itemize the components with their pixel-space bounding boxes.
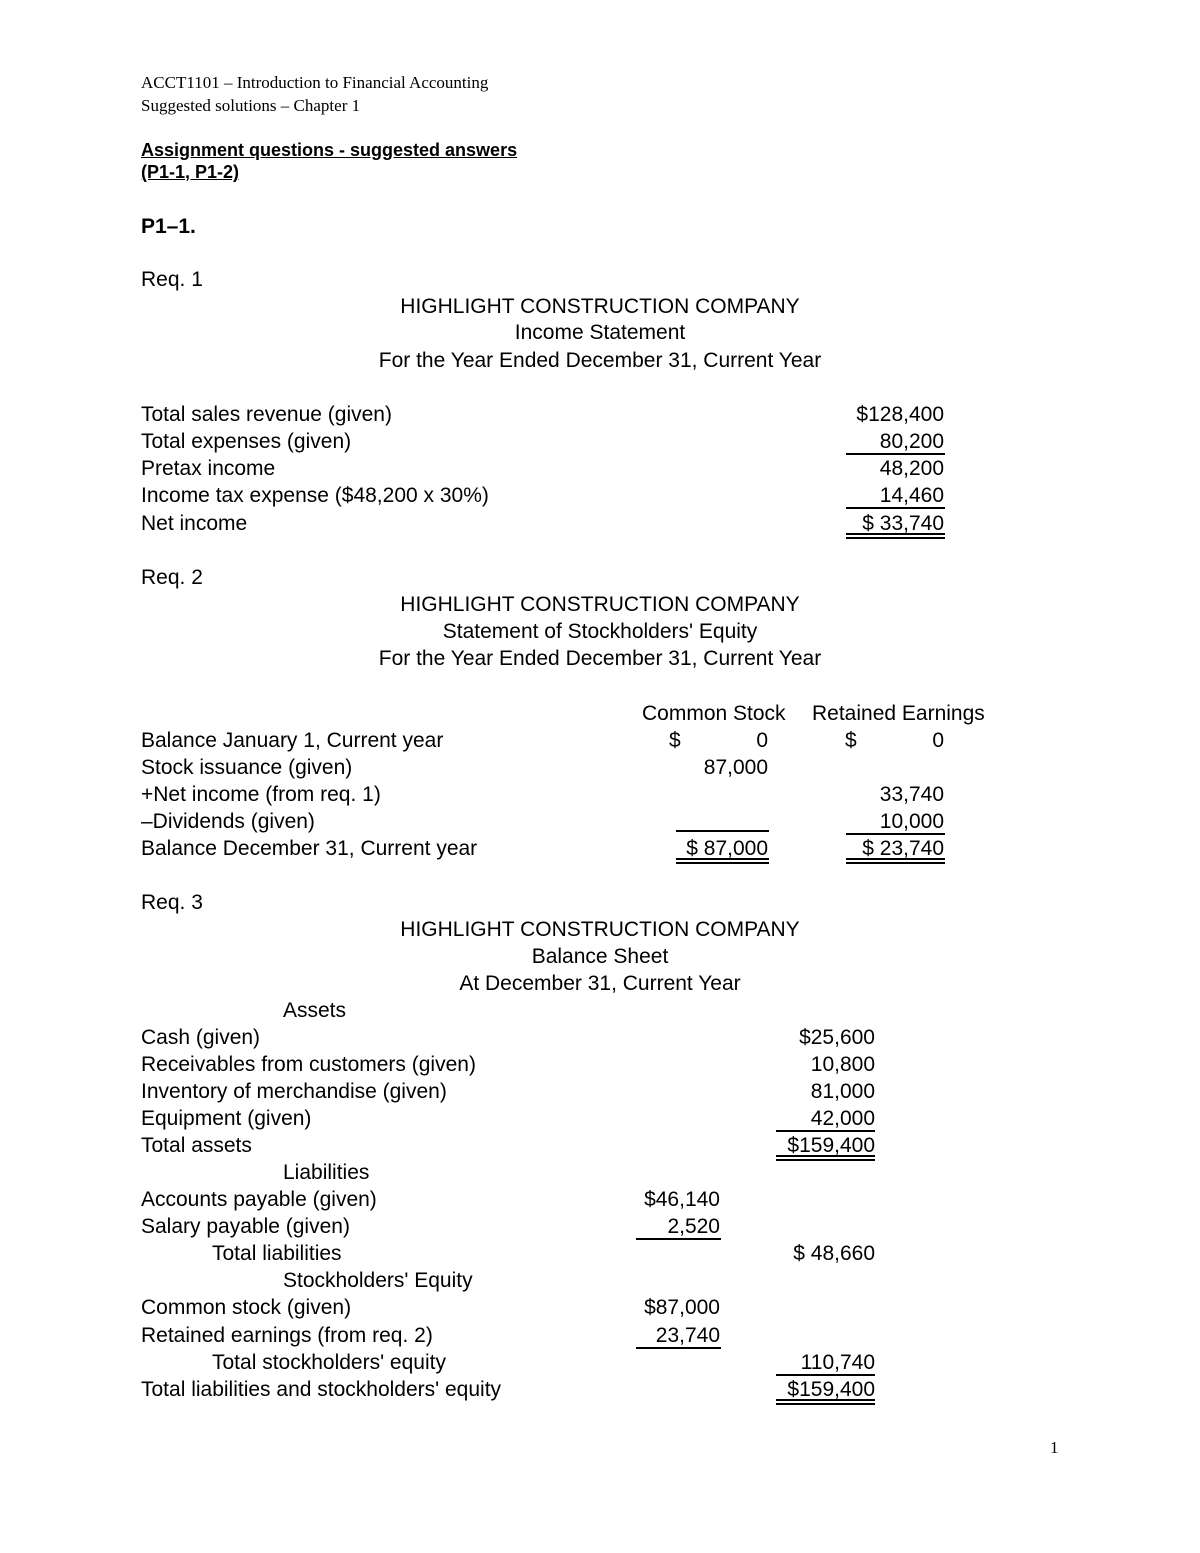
retained-dollar-sign: $ xyxy=(845,729,857,752)
equity-item-value: 23,740 xyxy=(655,1324,720,1347)
req2-period: For the Year Ended December 31, Current Year xyxy=(378,647,822,670)
equity-row-label: –Dividends (given) xyxy=(141,810,315,833)
asset-row-value: 81,000 xyxy=(810,1080,875,1103)
income-row-label: Total expenses (given) xyxy=(141,430,352,453)
equity-row-label: +Net income (from req. 1) xyxy=(141,783,381,806)
underline xyxy=(846,453,945,455)
total-equity-label: Total stockholders' equity xyxy=(212,1351,446,1374)
underline xyxy=(846,833,945,835)
double-underline xyxy=(846,537,945,539)
req3-statement-title: Balance Sheet xyxy=(531,945,669,968)
equity-item-label: Common stock (given) xyxy=(141,1296,352,1319)
liability-row-value: 2,520 xyxy=(667,1215,720,1238)
req1-company: HIGHLIGHT CONSTRUCTION COMPANY xyxy=(400,295,800,318)
asset-row-label: Inventory of merchandise (given) xyxy=(141,1080,447,1103)
equity-heading: Stockholders' Equity xyxy=(283,1269,473,1292)
req2-company: HIGHLIGHT CONSTRUCTION COMPANY xyxy=(400,593,800,616)
double-underline xyxy=(846,862,945,864)
retained-value: 33,740 xyxy=(879,783,944,806)
underline xyxy=(776,1374,875,1376)
double-underline xyxy=(846,533,945,535)
total-assets-value: $159,400 xyxy=(787,1134,875,1157)
double-underline xyxy=(776,1159,875,1161)
liability-row-label: Accounts payable (given) xyxy=(141,1188,377,1211)
req1-statement-title: Income Statement xyxy=(514,321,686,344)
income-row-label: Total sales revenue (given) xyxy=(141,403,392,426)
req2-statement-title: Statement of Stockholders' Equity xyxy=(442,620,758,643)
liability-row-value: $46,140 xyxy=(644,1188,720,1211)
double-underline xyxy=(776,1403,875,1405)
income-row-label: Pretax income xyxy=(141,457,276,480)
underline xyxy=(676,830,769,832)
retained-value: $ 23,740 xyxy=(862,837,944,860)
common-value: 0 xyxy=(756,729,768,752)
total-liabilities-label: Total liabilities xyxy=(212,1242,342,1265)
column-common-stock: Common Stock xyxy=(642,702,786,725)
req3-period: At December 31, Current Year xyxy=(459,972,741,995)
underline xyxy=(636,1347,721,1349)
common-dollar-sign: $ xyxy=(669,729,681,752)
income-row-label: Net income xyxy=(141,512,248,535)
common-value: 87,000 xyxy=(703,756,768,779)
total-liabilities-equity-label: Total liabilities and stockholders' equity xyxy=(141,1378,502,1401)
asset-row-label: Total assets xyxy=(141,1134,252,1157)
liability-row-label: Salary payable (given) xyxy=(141,1215,350,1238)
asset-row-value: 10,800 xyxy=(810,1053,875,1076)
income-row-value: $128,400 xyxy=(856,403,944,426)
req3-label: Req. 3 xyxy=(141,891,203,914)
assignment-title: Assignment questions - suggested answers xyxy=(141,140,518,160)
req1-label: Req. 1 xyxy=(141,268,203,291)
double-underline xyxy=(676,862,769,864)
document-subtitle: Suggested solutions – Chapter 1 xyxy=(141,96,361,115)
course-title: ACCT1101 – Introduction to Financial Accounting xyxy=(141,73,489,92)
asset-row-label: Equipment (given) xyxy=(141,1107,312,1130)
assignment-subtitle: (P1-1, P1-2) xyxy=(141,162,240,182)
column-retained-earnings: Retained Earnings xyxy=(812,702,985,725)
underline xyxy=(636,1238,721,1240)
double-underline xyxy=(676,858,769,860)
common-value: $ 87,000 xyxy=(686,837,768,860)
req1-period: For the Year Ended December 31, Current Year xyxy=(378,349,822,372)
income-row-label: Income tax expense ($48,200 x 30%) xyxy=(141,484,489,507)
total-equity-value: 110,740 xyxy=(800,1351,875,1374)
asset-row-label: Receivables from customers (given) xyxy=(141,1053,476,1076)
double-underline xyxy=(776,1155,875,1157)
equity-item-value: $87,000 xyxy=(644,1296,720,1319)
problem-label: P1–1. xyxy=(141,215,196,238)
retained-value: 0 xyxy=(932,729,944,752)
double-underline xyxy=(776,1399,875,1401)
asset-row-label: Cash (given) xyxy=(141,1026,261,1049)
retained-value: 10,000 xyxy=(879,810,944,833)
income-row-value: 14,460 xyxy=(879,484,944,507)
equity-row-label: Balance January 1, Current year xyxy=(141,729,444,752)
underline xyxy=(776,1130,875,1132)
liabilities-heading: Liabilities xyxy=(283,1161,370,1184)
double-underline xyxy=(846,858,945,860)
asset-row-value: $25,600 xyxy=(799,1026,875,1049)
total-liabilities-equity-value: $159,400 xyxy=(787,1378,875,1401)
income-row-value: 48,200 xyxy=(879,457,944,480)
page-number: 1 xyxy=(1050,1438,1059,1457)
req2-label: Req. 2 xyxy=(141,566,203,589)
req3-company: HIGHLIGHT CONSTRUCTION COMPANY xyxy=(400,918,800,941)
asset-row-value: 42,000 xyxy=(810,1107,875,1130)
assets-heading: Assets xyxy=(283,999,347,1022)
equity-row-label: Stock issuance (given) xyxy=(141,756,353,779)
equity-row-label: Balance December 31, Current year xyxy=(141,837,478,860)
income-row-value: 80,200 xyxy=(879,430,944,453)
underline xyxy=(846,507,945,509)
equity-item-label: Retained earnings (from req. 2) xyxy=(141,1324,433,1347)
net-income-value: $ 33,740 xyxy=(862,512,944,535)
total-liabilities-value: $ 48,660 xyxy=(793,1242,875,1265)
